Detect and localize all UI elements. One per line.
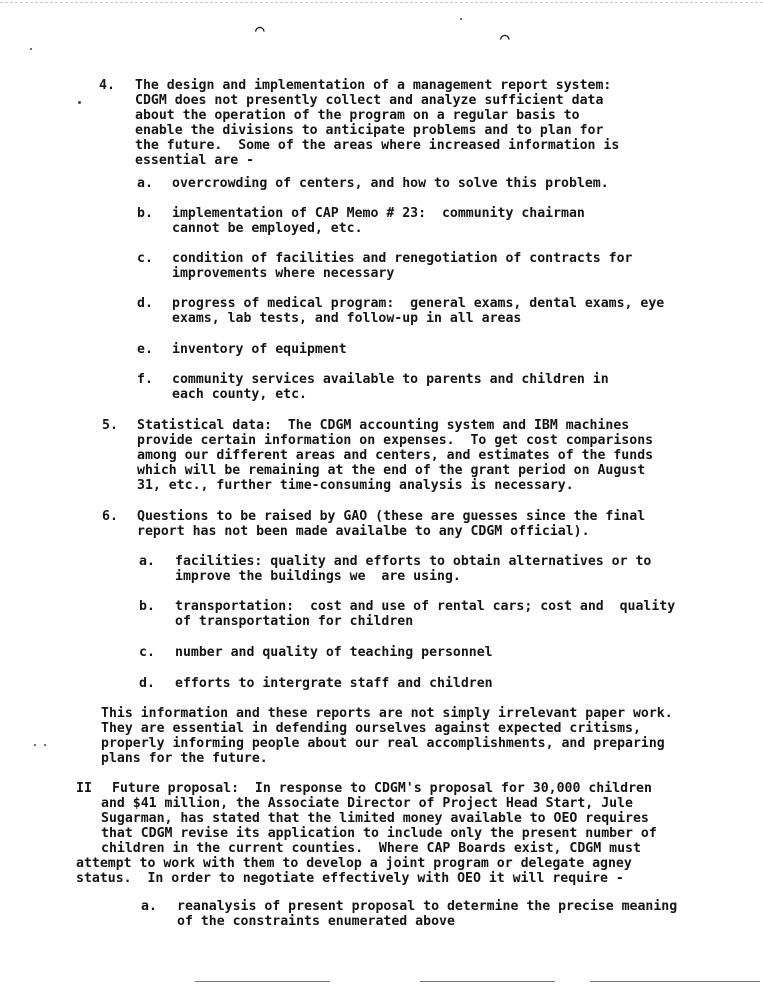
- scan-edge-line: [0, 2, 763, 3]
- item-number: 4.: [99, 78, 115, 93]
- section-ii-line: and $41 million, the Associate Director of Project Head Start, Jule: [101, 796, 633, 811]
- subitem-line: community services available to parents and children in: [172, 372, 609, 387]
- subitem-letter: a.: [137, 176, 153, 191]
- scan-speck: [34, 744, 36, 746]
- item-5-line: 31, etc., further time-consuming analysis is necessary.: [137, 478, 574, 493]
- item-4-line: about the operation of the program on a regular basis to: [135, 108, 580, 123]
- subitem-line: each county, etc.: [172, 387, 307, 402]
- item-4-line: The design and implementation of a management report system:: [135, 78, 612, 93]
- subitem-letter: d.: [139, 676, 155, 691]
- item-5-line: which will be remaining at the end of the grant period on August: [137, 463, 646, 478]
- subitem-letter: b.: [139, 599, 155, 614]
- subitem-line: reanalysis of present proposal to determine the precise meaning: [177, 899, 678, 914]
- section-ii-line: status. In order to negotiate effectively with OEO it will require -: [76, 871, 624, 886]
- section-numeral: II: [76, 781, 92, 796]
- section-ii-line: attempt to work with them to develop a joint program or delegate agney: [76, 856, 632, 871]
- scan-speck: [44, 744, 46, 746]
- subitem-line: improve the buildings we are using.: [175, 569, 461, 584]
- item-4-line: CDGM does not presently collect and analyze sufficient data: [135, 93, 604, 108]
- subitem-line: of the constraints enumerated above: [177, 914, 455, 929]
- subitem-line: exams, lab tests, and follow-up in all areas: [172, 311, 522, 326]
- item-5-line: Statistical data: The CDGM accounting system and IBM machines: [137, 418, 630, 433]
- scan-speck: [460, 18, 462, 20]
- scan-mark: ⌒: [255, 20, 265, 39]
- subitem-line: number and quality of teaching personnel: [175, 645, 493, 660]
- closing-paragraph-line: properly informing people about our real accomplishments, and preparing: [101, 736, 665, 751]
- section-ii-line: Future proposal: In response to CDGM's proposal for 30,000 children: [112, 781, 652, 796]
- subitem-line: of transportation for children: [175, 614, 414, 629]
- item-4-line: the future. Some of the areas where increased information is: [135, 138, 620, 153]
- section-ii-line: that CDGM revise its application to include only the present number of: [101, 826, 657, 841]
- item-number: 5.: [102, 418, 118, 433]
- item-4-line: enable the divisions to anticipate problems and to plan for: [135, 123, 604, 138]
- subitem-line: cannot be employed, etc.: [172, 221, 363, 236]
- subitem-letter: e.: [137, 342, 153, 357]
- item-4-line: essential are -: [135, 153, 255, 168]
- subitem-line: facilities: quality and efforts to obtain alternatives or to: [175, 554, 652, 569]
- subitem-line: efforts to intergrate staff and children: [175, 676, 493, 691]
- closing-paragraph-line: This information and these reports are not simply irrelevant paper work.: [101, 706, 673, 721]
- subitem-line: transportation: cost and use of rental cars; cost and quality: [175, 599, 676, 614]
- scan-speck: [78, 101, 81, 104]
- item-number: 6.: [102, 509, 118, 524]
- subitem-letter: c.: [139, 645, 155, 660]
- closing-paragraph-line: plans for the future.: [101, 751, 268, 766]
- subitem-line: implementation of CAP Memo # 23: community chairman: [172, 206, 585, 221]
- subitem-letter: a.: [141, 899, 157, 914]
- footer-rule: [590, 981, 760, 982]
- closing-paragraph-line: They are essential in defending ourselves against expected critisms,: [101, 721, 641, 736]
- scan-speck: [30, 48, 32, 50]
- footer-rule: [195, 981, 330, 982]
- subitem-letter: a.: [139, 554, 155, 569]
- subitem-line: overcrowding of centers, and how to solve this problem.: [172, 176, 609, 191]
- section-ii-line: children in the current counties. Where CAP Boards exist, CDGM must: [101, 841, 641, 856]
- item-5-line: among our different areas and centers, and estimates of the funds: [137, 448, 654, 463]
- subitem-letter: d.: [137, 296, 153, 311]
- subitem-line: inventory of equipment: [172, 342, 347, 357]
- subitem-line: condition of facilities and renegotiation of contracts for: [172, 251, 633, 266]
- subitem-letter: b.: [137, 206, 153, 221]
- subitem-letter: f.: [137, 372, 153, 387]
- footer-rule: [420, 981, 555, 982]
- item-5-line: provide certain information on expenses. To get cost comparisons: [137, 433, 654, 448]
- item-6-line: Questions to be raised by GAO (these are guesses since the final: [137, 509, 646, 524]
- section-ii-line: Sugarman, has stated that the limited money available to OEO requires: [101, 811, 649, 826]
- subitem-line: progress of medical program: general exams, dental exams, eye: [172, 296, 665, 311]
- subitem-line: improvements where necessary: [172, 266, 395, 281]
- item-6-line: report has not been made availalbe to any CDGM official).: [137, 524, 590, 539]
- scan-mark: ⌒: [500, 28, 510, 47]
- subitem-letter: c.: [137, 251, 153, 266]
